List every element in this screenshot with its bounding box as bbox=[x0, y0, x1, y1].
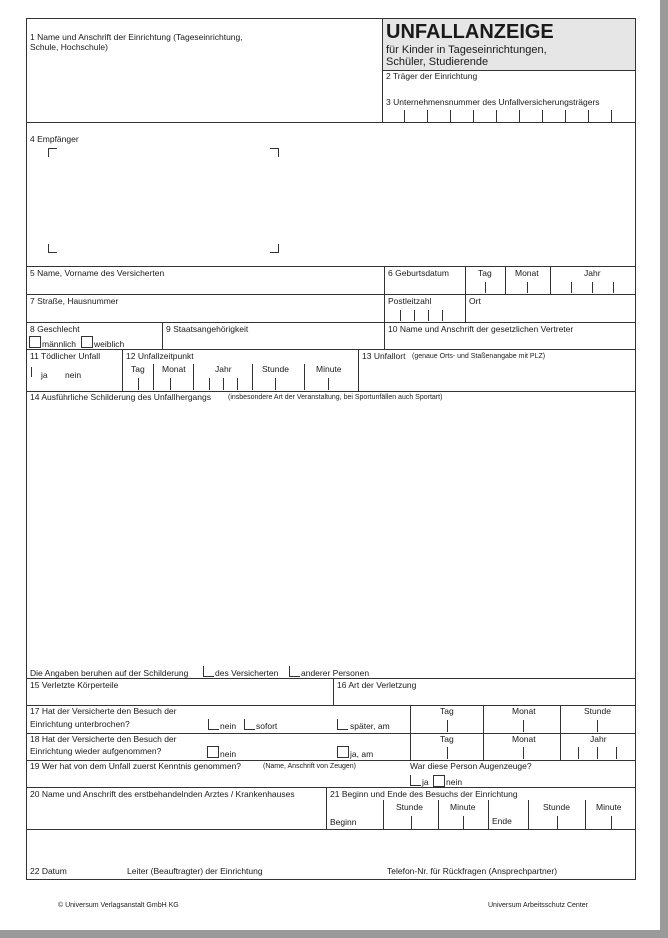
tick bbox=[427, 110, 428, 122]
city-input[interactable] bbox=[467, 307, 633, 321]
doctor-input[interactable] bbox=[28, 800, 324, 828]
interrupted-later-label: später, am bbox=[350, 721, 390, 731]
male-checkbox[interactable] bbox=[29, 336, 41, 348]
resumed-yes-label: ja, am bbox=[350, 749, 374, 759]
corner-mark bbox=[270, 244, 279, 253]
tick bbox=[519, 110, 520, 122]
tick bbox=[237, 378, 238, 390]
insured-statement-checkbox[interactable] bbox=[203, 666, 214, 677]
field-12-label: 12 Unfallzeitpunkt bbox=[126, 351, 194, 361]
divider bbox=[358, 349, 359, 391]
fatal-no-label: nein bbox=[65, 370, 82, 380]
tick bbox=[193, 364, 194, 390]
field-3-label: 3 Unternehmensnummer des Unfallversicherungsträgers bbox=[386, 97, 600, 107]
tick bbox=[527, 282, 528, 293]
field-20-label: 20 Name und Anschrift des erstbehandelnden Arztes / Krankenhauses bbox=[30, 789, 295, 799]
field-14-note: (insbesondere Art der Veranstaltung, bei Sportunfällen auch Sportart) bbox=[228, 394, 443, 401]
others-statement-checkbox[interactable] bbox=[289, 666, 300, 677]
first-informed-input[interactable] bbox=[28, 772, 408, 786]
statement-basis-label: Die Angaben beruhen auf der Schilderung bbox=[30, 668, 189, 678]
tick bbox=[414, 310, 415, 321]
male-label: männlich bbox=[42, 339, 77, 349]
field-11-label: 11 Tödlicher Unfall bbox=[30, 351, 101, 361]
footer-publisher: © Universum Verlagsanstalt GmbH KG bbox=[58, 902, 179, 909]
resumed-no-checkbox[interactable] bbox=[207, 746, 219, 758]
accident-time-input[interactable] bbox=[124, 375, 358, 390]
page-edge bbox=[660, 0, 668, 938]
field-16-label: 16 Art der Verletzung bbox=[337, 680, 417, 690]
attendance-start-input[interactable] bbox=[385, 814, 487, 828]
corner-mark bbox=[48, 148, 57, 157]
tick bbox=[428, 310, 429, 321]
fatal-yes-label: ja bbox=[41, 370, 48, 380]
tick bbox=[442, 310, 443, 321]
birth-day-label: Tag bbox=[478, 268, 492, 278]
field-13-note: (genaue Orts- und Staßenangabe mit PLZ) bbox=[412, 353, 546, 360]
field-6-label: 6 Geburtsdatum bbox=[388, 268, 449, 278]
field-17-label-2: Einrichtung unterbrochen? bbox=[30, 719, 130, 729]
footer-center: Universum Arbeitsschutz Center bbox=[488, 902, 588, 909]
accident-month-label: Monat bbox=[162, 364, 186, 374]
row-line bbox=[26, 787, 635, 788]
street-input[interactable] bbox=[28, 307, 382, 321]
field-15-label: 15 Verletzte Körperteile bbox=[30, 680, 119, 690]
injury-type-input[interactable] bbox=[335, 690, 633, 704]
nationality-input[interactable] bbox=[164, 334, 382, 348]
row-line bbox=[26, 122, 635, 123]
row-line bbox=[26, 829, 635, 830]
divider bbox=[326, 787, 327, 829]
resumed-day-label: Tag bbox=[440, 734, 454, 744]
interrupted-day-label: Tag bbox=[440, 706, 454, 716]
field-13-label: 13 Unfallort bbox=[362, 351, 406, 361]
divider bbox=[488, 800, 489, 829]
phone-label: Telefon-Nr. für Rückfragen (Ansprechpartner) bbox=[387, 866, 558, 876]
tick bbox=[153, 364, 154, 390]
form-title: UNFALLANZEIGE bbox=[386, 21, 554, 43]
corner-mark bbox=[270, 148, 279, 157]
tick bbox=[496, 110, 497, 122]
tick bbox=[485, 282, 486, 293]
field-1-label-1: 1 Name und Anschrift der Einrichtung (Tageseinrichtung, bbox=[30, 32, 243, 42]
tick bbox=[223, 378, 224, 390]
field-7-label: 7 Straße, Hausnummer bbox=[30, 296, 119, 306]
tick bbox=[578, 747, 579, 759]
tick bbox=[304, 364, 305, 390]
interrupted-immediately-label: sofort bbox=[256, 721, 278, 731]
divider bbox=[383, 800, 384, 829]
tick bbox=[473, 110, 474, 122]
resumed-year-label: Jahr bbox=[590, 734, 607, 744]
interrupted-later-checkbox[interactable] bbox=[337, 719, 348, 730]
interrupted-hour-label: Stunde bbox=[584, 706, 611, 716]
field-14-label: 14 Ausführliche Schilderung des Unfallhergangs bbox=[30, 392, 211, 402]
accident-year-label: Jahr bbox=[215, 364, 232, 374]
tick bbox=[523, 747, 524, 759]
eyewitness-no-label: nein bbox=[446, 777, 463, 787]
tick bbox=[170, 378, 171, 390]
row-line bbox=[26, 349, 635, 350]
divider bbox=[384, 266, 385, 294]
field-2-label: 2 Träger der Einrichtung bbox=[386, 71, 478, 81]
tick bbox=[450, 110, 451, 122]
tick bbox=[588, 110, 589, 122]
attendance-end-label: Ende bbox=[492, 816, 512, 826]
field-19-note: (Name, Anschrift von Zeugen) bbox=[263, 763, 356, 770]
attendance-start-minute-label: Minute bbox=[450, 802, 476, 812]
tick bbox=[404, 110, 405, 122]
eyewitness-yes-label: ja bbox=[422, 777, 429, 787]
tick bbox=[447, 720, 448, 732]
divider bbox=[122, 349, 123, 391]
tick bbox=[571, 282, 572, 293]
tick bbox=[565, 110, 566, 122]
tick bbox=[400, 310, 401, 321]
tick bbox=[597, 747, 598, 759]
injured-body-parts-input[interactable] bbox=[28, 690, 331, 704]
director-label: Leiter (Beauftragter) der Einrichtung bbox=[127, 866, 263, 876]
fatal-yes-checkbox[interactable] bbox=[30, 366, 50, 378]
postcode-label: Postleitzahl bbox=[388, 296, 432, 306]
birth-date-input[interactable] bbox=[466, 280, 634, 293]
eyewitness-question: War diese Person Augenzeuge? bbox=[410, 761, 532, 771]
accident-day-label: Tag bbox=[131, 364, 145, 374]
tick bbox=[138, 378, 139, 390]
tick bbox=[616, 747, 617, 759]
divider bbox=[528, 800, 529, 829]
row-line bbox=[26, 266, 635, 267]
tick bbox=[252, 364, 253, 390]
form-subtitle-2: Schüler, Studierende bbox=[386, 56, 489, 68]
divider bbox=[384, 294, 385, 322]
female-label: weiblich bbox=[94, 339, 125, 349]
tick bbox=[523, 720, 524, 732]
tick bbox=[597, 720, 598, 732]
signature-area[interactable] bbox=[28, 831, 633, 863]
divider bbox=[162, 322, 163, 349]
tick bbox=[328, 378, 329, 390]
eyewitness-no-checkbox[interactable] bbox=[433, 775, 445, 787]
tick bbox=[592, 282, 593, 293]
resumed-yes-checkbox[interactable] bbox=[337, 746, 349, 758]
accident-hour-label: Stunde bbox=[262, 364, 289, 374]
attendance-end-hour-label: Stunde bbox=[543, 802, 570, 812]
row-line bbox=[26, 322, 635, 323]
resumed-no-label: nein bbox=[220, 749, 237, 759]
row-line bbox=[26, 294, 635, 295]
corner-mark bbox=[48, 244, 57, 253]
form-subtitle-1: für Kinder in Tageseinrichtungen, bbox=[386, 44, 547, 56]
field-8-label: 8 Geschlecht bbox=[30, 324, 80, 334]
tick bbox=[275, 378, 276, 390]
accident-place-input[interactable] bbox=[360, 362, 633, 390]
interrupted-no-checkbox[interactable] bbox=[208, 719, 219, 730]
birth-month-label: Monat bbox=[515, 268, 539, 278]
accident-minute-label: Minute bbox=[316, 364, 342, 374]
postcode-input[interactable] bbox=[386, 307, 464, 321]
field-2-input[interactable] bbox=[384, 81, 632, 93]
field-1-label-2: Schule, Hochschule) bbox=[30, 42, 108, 52]
recipient-address-window[interactable] bbox=[48, 148, 278, 252]
interrupted-no-label: nein bbox=[220, 721, 237, 731]
attendance-end-input[interactable] bbox=[530, 814, 633, 828]
insured-statement-label: des Versicherten bbox=[215, 668, 279, 678]
divider bbox=[384, 322, 385, 349]
attendance-end-minute-label: Minute bbox=[596, 802, 622, 812]
divider bbox=[410, 733, 411, 760]
tick bbox=[613, 282, 614, 293]
field-21-label: 21 Beginn und Ende des Besuchs der Einrichtung bbox=[330, 789, 518, 799]
attendance-start-label: Beginn bbox=[330, 817, 357, 827]
eyewitness-yes-checkbox[interactable] bbox=[410, 775, 421, 786]
field-18-label-1: 18 Hat der Versicherte den Besuch der bbox=[30, 734, 177, 744]
tick bbox=[209, 378, 210, 390]
field-9-label: 9 Staatsangehörigkeit bbox=[166, 324, 249, 334]
interrupted-immediately-checkbox[interactable] bbox=[244, 719, 255, 730]
field-18-label-2: Einrichtung wieder aufgenommen? bbox=[30, 746, 162, 756]
field-22-date-label: 22 Datum bbox=[30, 866, 67, 876]
field-10-label: 10 Name und Anschrift der gesetzlichen Vertreter bbox=[388, 324, 574, 334]
female-checkbox[interactable] bbox=[81, 336, 93, 348]
field-19-label: 19 Wer hat von dem Unfall zuerst Kenntnis genommen? bbox=[30, 761, 242, 771]
fatal-no-checkbox[interactable] bbox=[55, 366, 85, 378]
tick bbox=[447, 747, 448, 759]
field-1-input[interactable] bbox=[27, 56, 381, 122]
resumed-month-label: Monat bbox=[512, 734, 536, 744]
tick bbox=[542, 110, 543, 122]
attendance-start-hour-label: Stunde bbox=[396, 802, 423, 812]
legal-representative-input[interactable] bbox=[386, 334, 633, 348]
tick bbox=[611, 110, 612, 122]
field-3-input[interactable] bbox=[383, 108, 634, 122]
divider bbox=[333, 678, 334, 705]
others-statement-label: anderer Personen bbox=[301, 668, 370, 678]
field-4-label: 4 Empfänger bbox=[30, 134, 79, 144]
birth-year-label: Jahr bbox=[584, 268, 601, 278]
divider bbox=[465, 294, 466, 322]
divider bbox=[382, 18, 383, 122]
field-17-label-1: 17 Hat der Versicherte den Besuch der bbox=[30, 706, 177, 716]
field-5-label: 5 Name, Vorname des Versicherten bbox=[30, 268, 165, 278]
accident-description-input[interactable] bbox=[28, 404, 633, 662]
row-line bbox=[26, 678, 635, 679]
page-bottom-edge bbox=[0, 930, 668, 938]
city-label: Ort bbox=[469, 296, 481, 306]
divider bbox=[410, 705, 411, 733]
field-5-input[interactable] bbox=[28, 279, 382, 293]
interrupted-month-label: Monat bbox=[512, 706, 536, 716]
